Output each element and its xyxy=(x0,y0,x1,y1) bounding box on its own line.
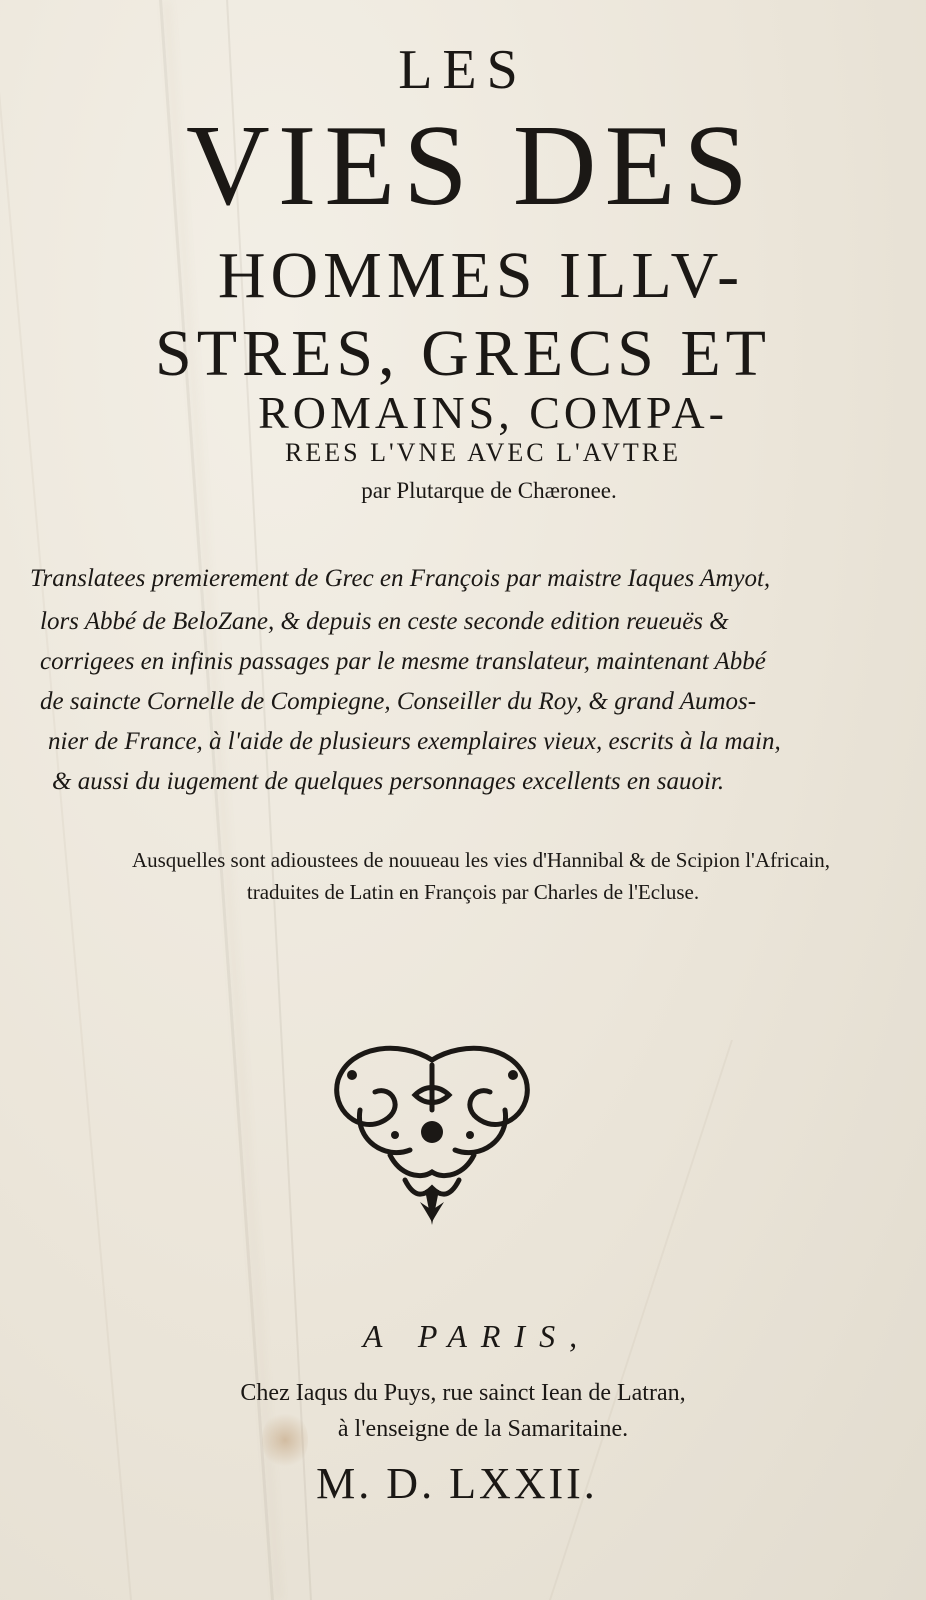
title-line-stres: STRES, GRECS ET xyxy=(155,317,771,390)
imprint-sign: à l'enseigne de la Samaritaine. xyxy=(337,1416,629,1442)
imprint-printer: Chez Iaqus du Puys, rue sainct Iean de Latran, xyxy=(240,1380,686,1406)
imprint-place: A PARIS, xyxy=(362,1318,592,1354)
title-line-romains: ROMAINS, COMPA- xyxy=(258,387,728,438)
body-line: nier de France, à l'aide de plusieurs exemplaires vieux, escrits à la main, xyxy=(48,728,781,755)
addition-line: Ausquelles sont adioustees de nouueau les vies d'Hannibal & de Scipion l'Africain, xyxy=(131,848,831,872)
title-line-vies: VIES DES xyxy=(186,102,756,230)
imprint-date: M. D. LXXII. xyxy=(316,1459,598,1508)
body-line: & aussi du iugement de quelques personnages excellents en sauoir. xyxy=(52,768,725,795)
body-line: corrigees en infinis passages par le mesme translateur, maintenant Abbé xyxy=(40,648,766,675)
author-line: par Plutarque de Chæronee. xyxy=(361,478,617,503)
title-line-ries: REES L'VNE AVEC L'AVTRE xyxy=(285,438,681,467)
title-line-les: LES xyxy=(398,39,528,101)
printers-ornament-icon xyxy=(330,1040,535,1230)
title-line-hommes: HOMMES ILLV- xyxy=(217,239,745,312)
body-line: de saincte Cornelle de Compiegne, Conseiller du Roy, & grand Aumos- xyxy=(40,688,757,715)
addition-line: traduites de Latin en François par Charles de l'Ecluse. xyxy=(246,880,700,904)
body-line: lors Abbé de BeloZane, & depuis en ceste seconde edition reueuës & xyxy=(40,608,729,635)
body-line: Translatees premierement de Grec en François par maistre Iaques Amyot, xyxy=(30,565,771,592)
